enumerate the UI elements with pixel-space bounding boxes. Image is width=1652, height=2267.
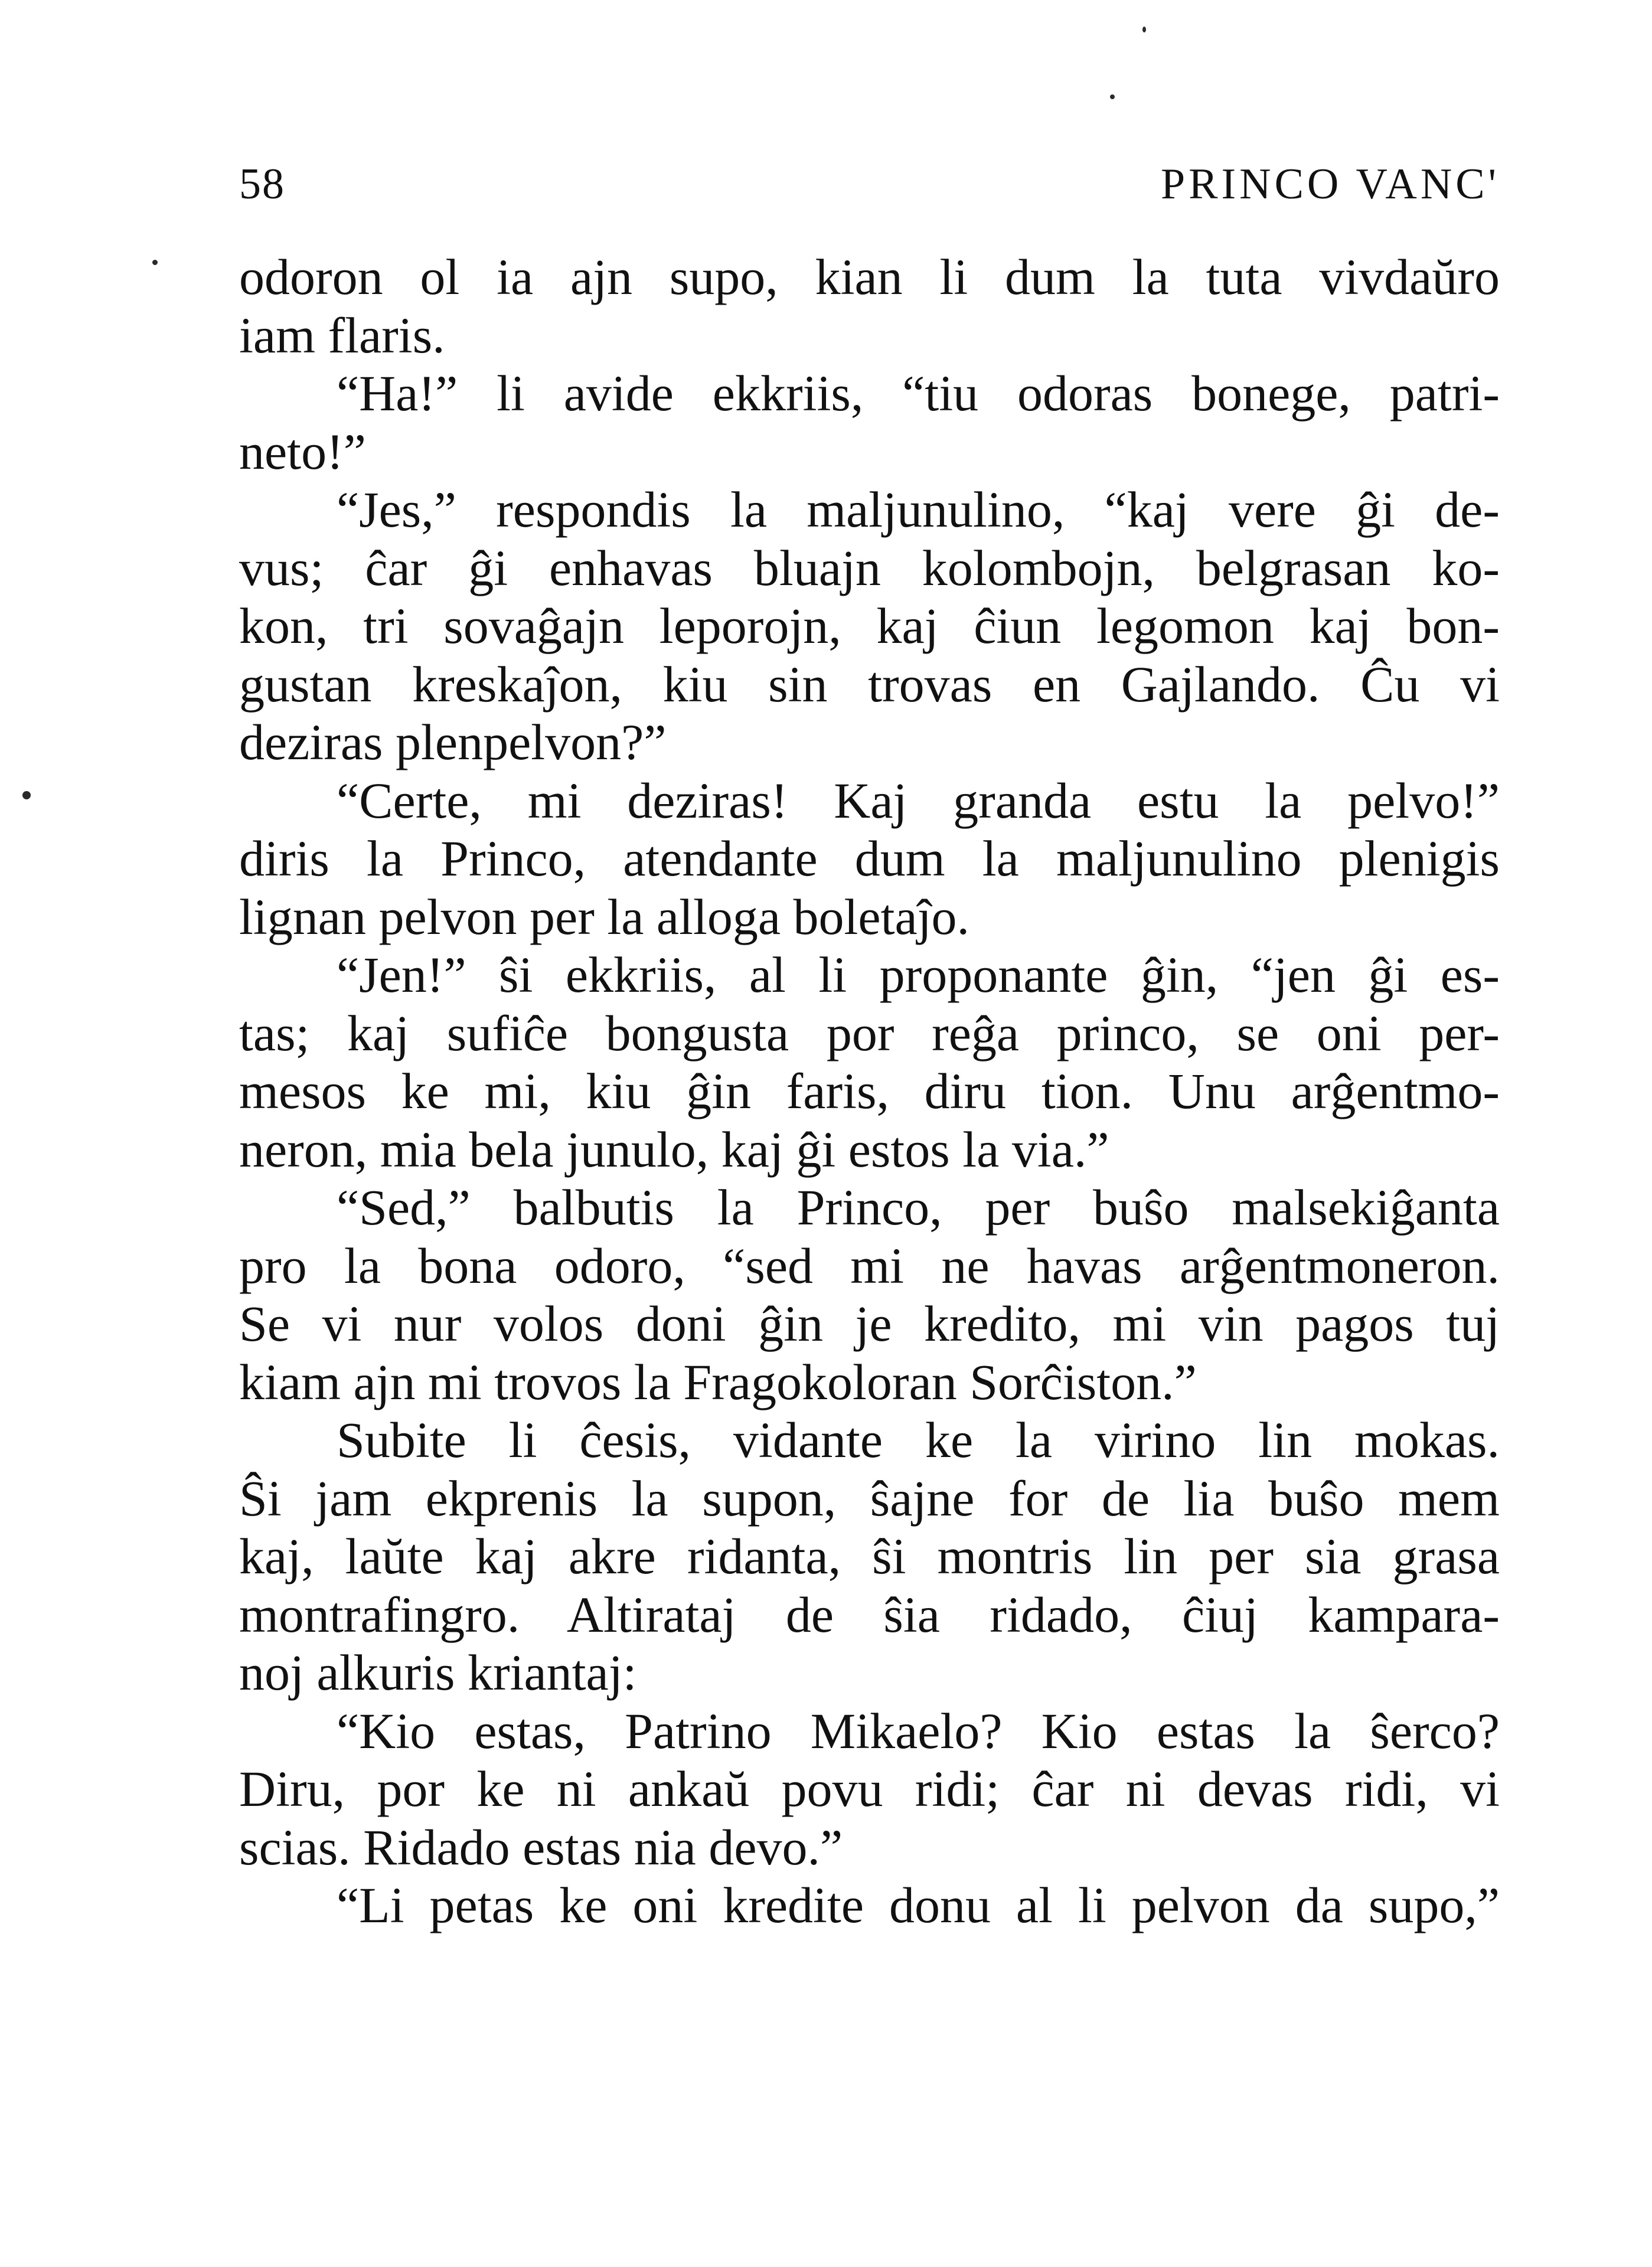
print-speck <box>1110 94 1115 99</box>
text-line: “Jen!” ŝi ekkriis, al li proponante ĝin, “jen ĝi es- <box>337 946 1500 1003</box>
page-header <box>239 159 1500 218</box>
text-line: Ŝi jam ekprenis la supon, ŝajne for de lia buŝo mem <box>239 1469 1500 1527</box>
text-line: tas; kaj sufiĉe bongusta por reĝa princo, se oni per- <box>239 1004 1500 1061</box>
text-line: mesos ke mi, kiu ĝin faris, diru tion. Unu arĝentmo- <box>239 1063 1500 1119</box>
page-number: 58 <box>239 160 285 208</box>
text-line: kon, tri sovaĝajn leporojn, kaj ĉiun legomon kaj bon- <box>239 597 1500 654</box>
text-line: “Kio estas, Patrino Mikaelo? Kio estas la ŝerco? <box>337 1702 1500 1759</box>
text-line: gustan kreskaĵon, kiu sin trovas en Gajlando. Ĉu vi <box>239 655 1500 713</box>
text-line: noj alkuris kriantaj: <box>239 1644 637 1701</box>
text-line: “Li petas ke oni kredite donu al li pelvon da supo,” <box>337 1877 1500 1933</box>
text-line: “Ha!” li avide ekkriis, “tiu odoras bonege, patri- <box>337 365 1500 422</box>
text-line: neron, mia bela junulo, kaj ĝi estos la via.” <box>239 1121 1109 1178</box>
text-line: vus; ĉar ĝi enhavas bluajn kolombojn, belgrasan ko- <box>239 539 1500 596</box>
text-line: “Jes,” respondis la maljunulino, “kaj vere ĝi de- <box>337 481 1500 538</box>
text-line: pro la bona odoro, “sed mi ne havas arĝentmoneron. <box>239 1237 1500 1294</box>
text-line: scias. Ridado estas nia devo.” <box>239 1818 843 1876</box>
print-speck <box>22 791 31 799</box>
print-speck <box>152 260 158 265</box>
text-line: diris la Princo, atendante dum la maljunulino plenigis <box>239 830 1500 887</box>
text-line: kiam ajn mi trovos la Fragokoloran Sorĉiston.” <box>239 1353 1197 1410</box>
body-text <box>239 248 1500 1935</box>
text-line: Diru, por ke ni ankaŭ povu ridi; ĉar ni devas ridi, vi <box>239 1760 1500 1817</box>
text-line: “Sed,” balbutis la Princo, per buŝo malsekiĝanta <box>337 1179 1500 1236</box>
text-line: Subite li ĉesis, vidante ke la virino lin mokas. <box>337 1412 1500 1468</box>
text-line: neto!” <box>239 423 366 480</box>
text-line: iam flaris. <box>239 306 445 364</box>
text-line: montrafingro. Altirataj de ŝia ridado, ĉiuj kampara- <box>239 1586 1500 1643</box>
text-line: Se vi nur volos doni ĝin je kredito, mi vin pagos tuj <box>239 1295 1500 1352</box>
text-line: kaj, laŭte kaj akre ridanta, ŝi montris lin per sia grasa <box>239 1528 1500 1585</box>
print-speck <box>1142 27 1146 32</box>
text-line: lignan pelvon per la alloga boletaĵo. <box>239 888 970 945</box>
text-line: odoron ol ia ajn supo, kian li dum la tuta vivdaŭro <box>239 249 1500 305</box>
text-line: deziras plenpelvon?” <box>239 714 667 770</box>
text-line: “Certe, mi deziras! Kaj granda estu la pelvo!” <box>337 772 1500 829</box>
running-title: PRINCO VANC' <box>1160 160 1500 208</box>
